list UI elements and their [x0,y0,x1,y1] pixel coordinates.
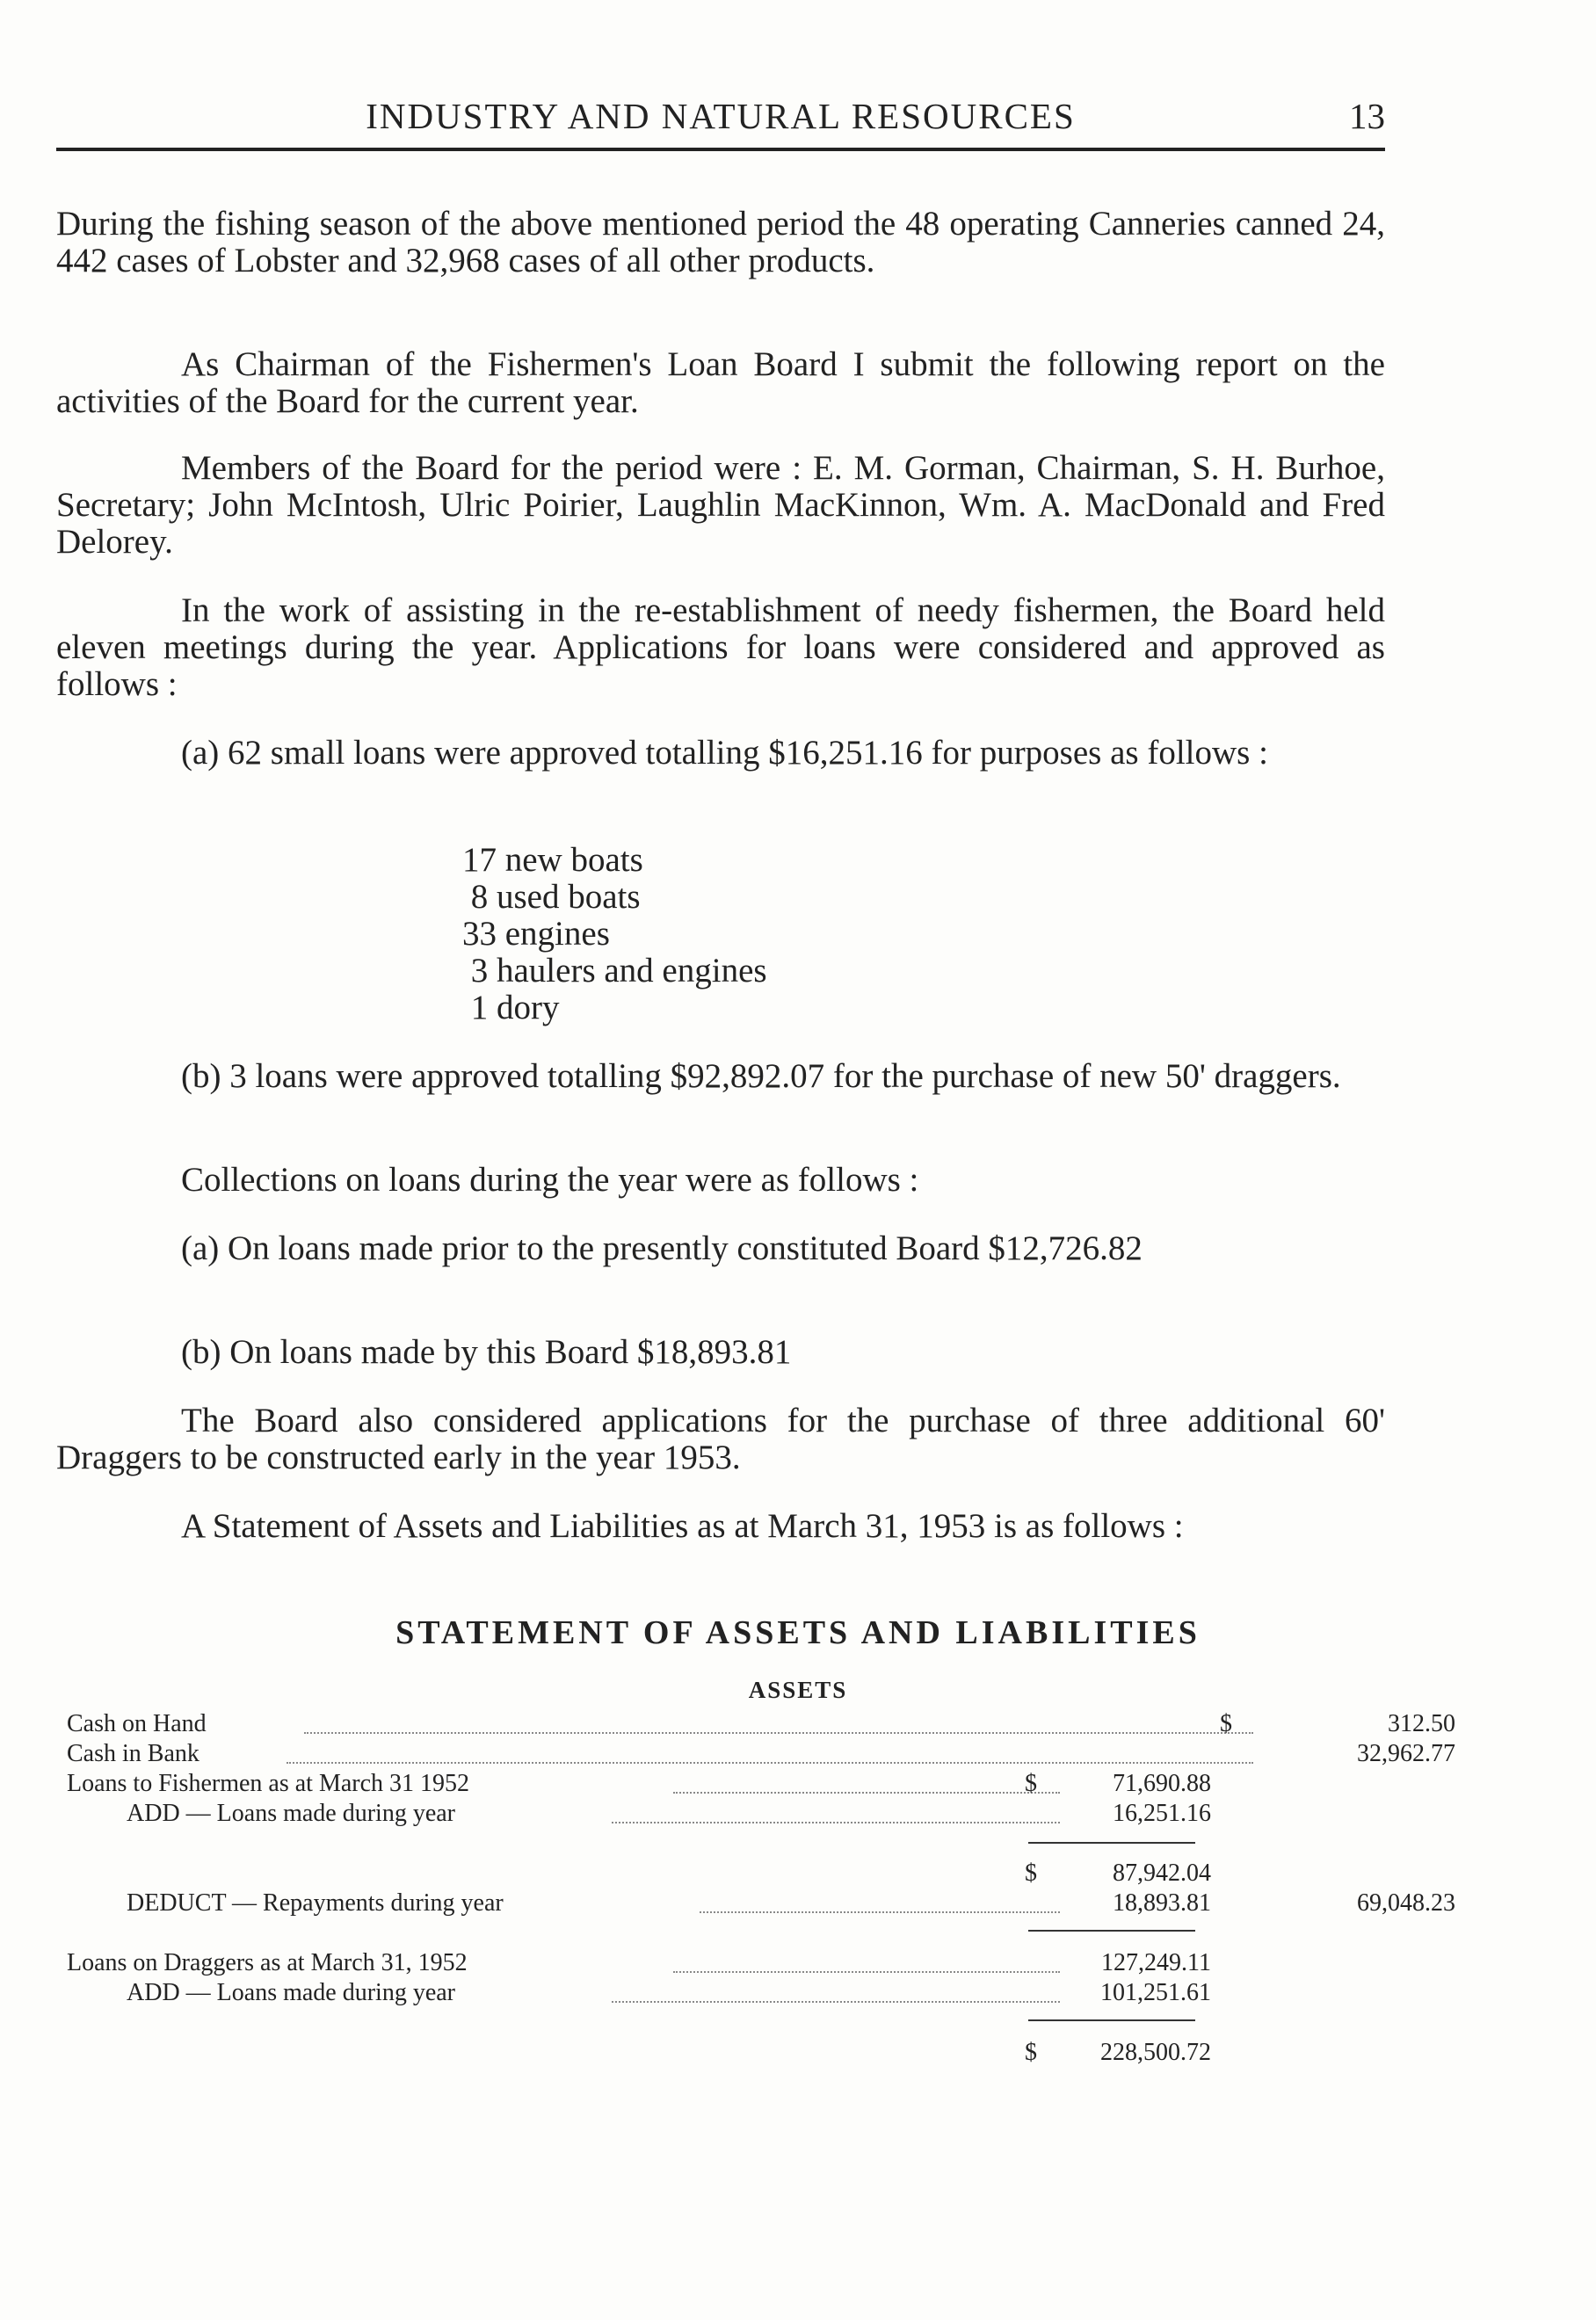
ledger-total: 312.50 [1388,1710,1455,1737]
ledger-amount: 18,893.81 [1113,1889,1211,1917]
ledger-total: 32,962.77 [1357,1740,1455,1767]
leader-dots [673,1941,1060,1973]
paragraph-board-members: Members of the Board for the period were : E. M. Gorman, Chairman, S. H. Burhoe, Secretary; John McIntosh, Ulric Poirier, Laughlin MacKinnon, Wm. A. MacDonald and Fred Delorey. [56,449,1385,561]
ledger-amount: 87,942.04 [1113,1860,1211,1887]
list-item: 33 engines [462,915,610,953]
loan-purposes-list [462,842,767,1026]
leader-dots [612,1971,1060,2003]
subtotal-rule [1028,2019,1195,2021]
paragraph-collections-a: (a) On loans made prior to the presently constituted Board $12,726.82 [181,1229,1143,1267]
list-item: 1 dory [462,989,560,1026]
ledger-label: Loans to Fishermen as at March 31 1952 [67,1770,470,1797]
ledger-label: ADD — Loans made during year [127,1979,456,2006]
list-item: 3 haulers and engines [462,952,767,990]
paragraph-small-loans: (a) 62 small loans were approved totalling $16,251.16 for purposes as follows : [181,734,1268,772]
ledger-amount: 228,500.72 [1100,2039,1211,2066]
ledger-amount: 101,251.61 [1100,1979,1211,2006]
paragraph-dragger-loans: (b) 3 loans were approved totalling $92,892.07 for the purchase of new 50' draggers. [181,1057,1341,1095]
currency-sign: $ [1025,2039,1037,2066]
paragraph-chairman-report: As Chairman of the Fishermen's Loan Board I submit the following report on the activities of the Board for the current year. [56,345,1385,420]
header-rule [56,148,1385,151]
assets-subheading: ASSETS [748,1677,848,1703]
running-head-title: INDUSTRY AND NATURAL RESOURCES [366,96,1076,136]
list-item: 8 used boats [462,878,641,916]
leader-dots [700,1881,1060,1913]
ledger-label: ADD — Loans made during year [127,1800,456,1827]
section-rule [1028,1930,1195,1932]
leader-dots [304,1702,1253,1734]
leader-dots [287,1732,1253,1764]
subtotal-rule [1028,1842,1195,1844]
leader-dots [612,1792,1060,1823]
running-head [56,95,1385,148]
currency-sign: $ [1220,1710,1232,1737]
paragraph-statement-intro: A Statement of Assets and Liabilities as at March 31, 1953 is as follows : [181,1507,1184,1545]
leader-dots [673,1762,1060,1794]
paragraph-meetings: In the work of assisting in the re-establishment of needy fishermen, the Board held eleven meetings during the year. Applications for loans were considered and approved as follows : [56,591,1385,703]
page-number: 13 [1349,96,1385,136]
ledger-amount: 127,249.11 [1101,1949,1211,1976]
paragraph-additional-draggers: The Board also considered applications for the purchase of three additional 60' Draggers to be constructed early in the year 1953. [56,1402,1385,1476]
list-item: 17 new boats [462,841,643,879]
paragraph-canneries: During the fishing season of the above mentioned period the 48 operating Canneries canned 24, 442 cases of Lobster and 32,968 cases of all other products. [56,205,1385,279]
ledger-label: DEDUCT — Repayments during year [127,1889,504,1917]
ledger-label: Cash on Hand [67,1710,207,1737]
ledger-label: Loans on Draggers as at March 31, 1952 [67,1949,468,1976]
ledger-amount: 71,690.88 [1113,1770,1211,1797]
currency-sign: $ [1025,1860,1037,1887]
ledger-label: Cash in Bank [67,1740,200,1767]
ledger-amount: 16,251.16 [1113,1800,1211,1827]
ledger-total: 69,048.23 [1357,1889,1455,1917]
statement-heading: STATEMENT OF ASSETS AND LIABILITIES [395,1614,1201,1651]
currency-sign: $ [1025,1770,1037,1797]
paragraph-collections-b: (b) On loans made by this Board $18,893.81 [181,1333,792,1371]
paragraph-collections: Collections on loans during the year were as follows : [181,1161,919,1199]
